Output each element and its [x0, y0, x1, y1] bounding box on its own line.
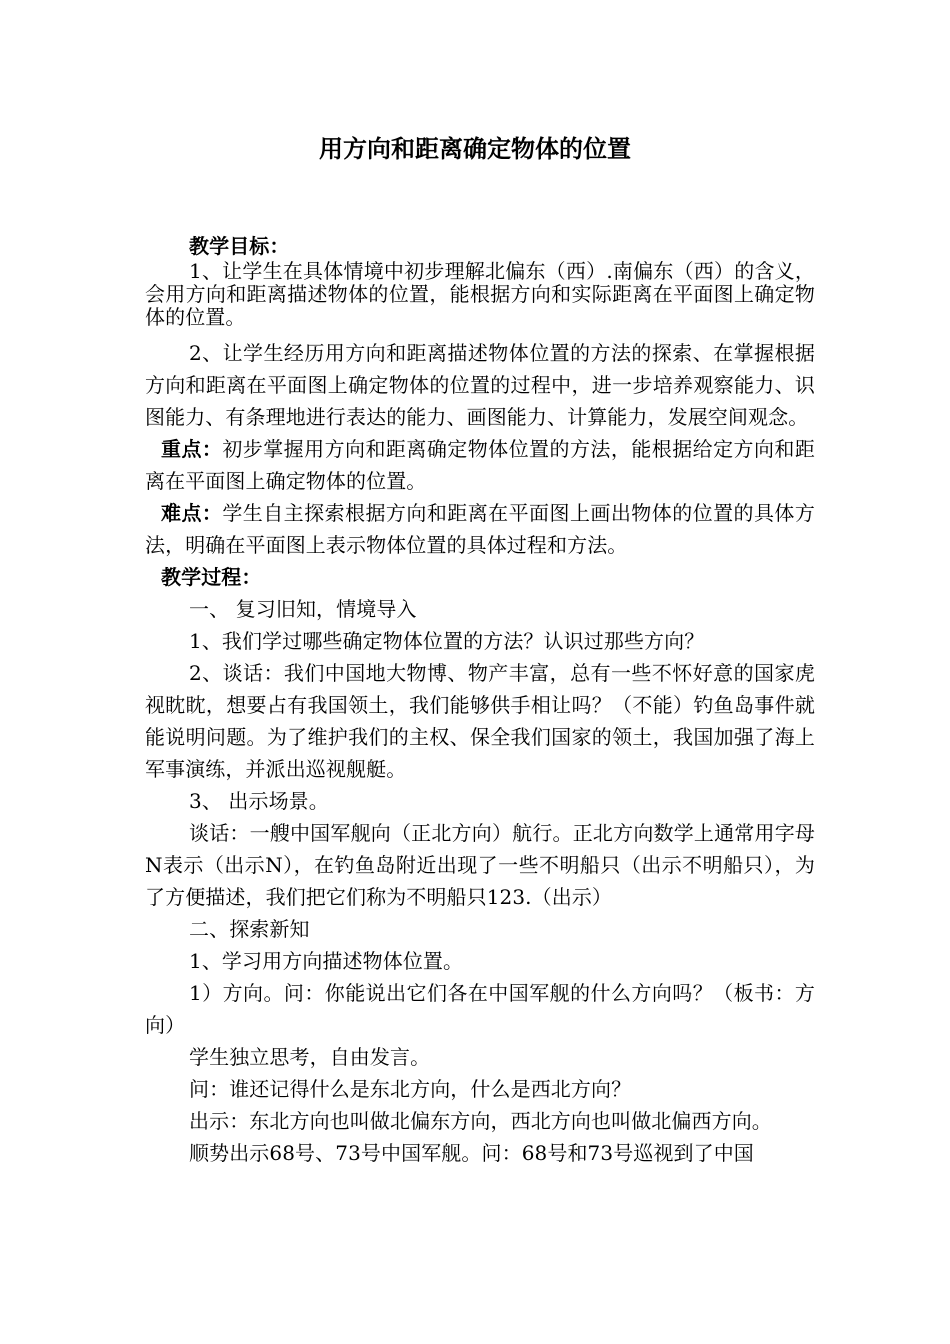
paragraph: 3、 出示场景。 [189, 789, 329, 813]
paragraph: 1、我们学过哪些确定物体位置的方法？认识过那些方向？ [189, 629, 705, 653]
paragraph: 一、 复习旧知，情境导入 [189, 597, 417, 621]
paragraph: 二、探索新知 [189, 917, 310, 941]
paragraph: 顺势出示68号、73号中国军舰。问：68号和73号巡视到了中国 [189, 1141, 754, 1165]
section-heading-objectives [145, 232, 815, 260]
paragraph: 学生独立思考，自由发言。 [189, 1045, 431, 1069]
paragraph: 1、让学生在具体情境中初步理解北偏东（西）.南偏东（西）的含义，会用方向和距离描述物体的位置，能根据方向和实际距离在平面图上确定物体的位置。 [145, 259, 815, 329]
heading-label: 教学过程： [161, 565, 262, 589]
paragraph: 出示：东北方向也叫做北偏东方向，西北方向也叫做北偏西方向。 [189, 1109, 772, 1133]
paragraph: 1、学习用方向描述物体位置。 [189, 949, 464, 973]
paragraph: 1）方向。问：你能说出它们各在中国军舰的什么方向吗？（板书：方向） [145, 981, 815, 1037]
paragraph: 2、谈话：我们中国地大物博、物产丰富，总有一些不怀好意的国家虎视眈眈，想要占有我国领土，我们能够供手相让吗？（不能）钓鱼岛事件就能说明问题。为了维护我们的主权、保全我们国家的领土，我国加强了海上军事演练，并派出巡视舰艇。 [145, 661, 815, 781]
difficulty-text: 学生自主探索根据方向和距离在平面图上画出物体的位置的具体方法，明确在平面图上表示物体位置的具体过程和方法。 [145, 501, 815, 557]
key-point-label: 重点： [161, 437, 223, 461]
paragraph: 问：谁还记得什么是东北方向，什么是西北方向？ [189, 1077, 632, 1101]
key-point-text: 初步掌握用方向和距离确定物体位置的方法，能根据给定方向和距离在平面图上确定物体的位置。 [145, 437, 815, 493]
difficulty-label: 难点： [161, 501, 223, 525]
heading-label: 教学目标： [189, 234, 290, 258]
page-title: 用方向和距离确定物体的位置 [319, 134, 631, 163]
paragraph-key-point [145, 433, 815, 497]
paragraph: 2、让学生经历用方向和距离描述物体位置的方法的探索、在掌握根据方向和距离在平面图上确定物体的位置的过程中，进一步培养观察能力、识图能力、有条理地进行表达的能力、画图能力、计算能力，发展空间观念。 [145, 341, 815, 429]
paragraph-difficulty [145, 497, 815, 561]
paragraph: 谈话：一艘中国军舰向（正北方向）航行。正北方向数学上通常用字母N表示（出示N），在钓鱼岛附近出现了一些不明船只（出示不明船只），为了方便描述，我们把它们称为不明船只123.（出示） [145, 821, 815, 909]
section-heading-process [145, 561, 815, 593]
document-body [145, 232, 815, 1169]
